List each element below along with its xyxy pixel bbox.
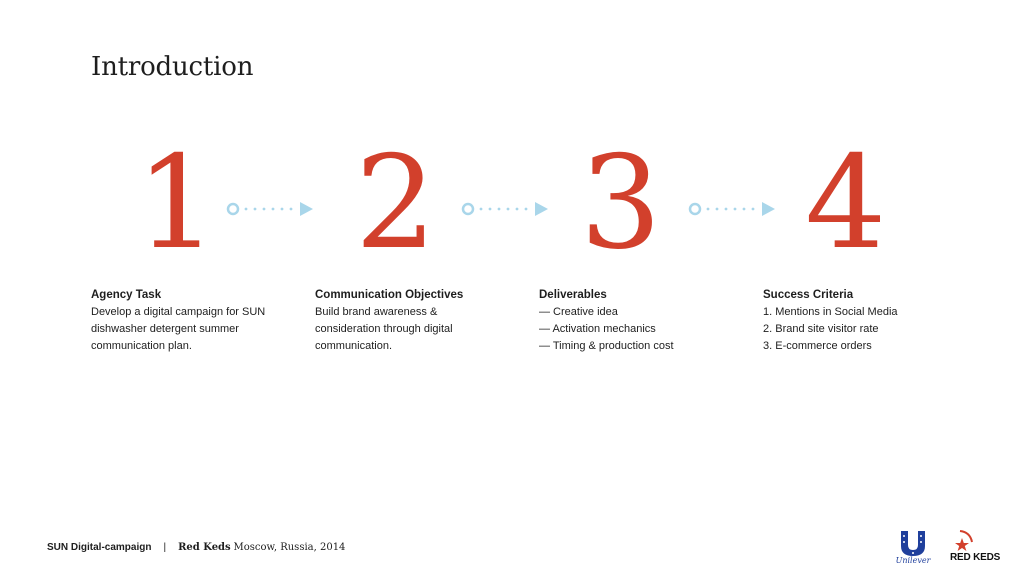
footer-separator: |	[163, 542, 167, 553]
dotted-arrow-icon	[224, 196, 314, 222]
footer-campaign: SUN Digital-campaign	[47, 542, 152, 553]
step-text-line: 1. Mentions in Social Media	[763, 306, 898, 318]
step-text-line: communication.	[315, 340, 393, 352]
dotted-arrow-icon	[459, 196, 549, 222]
step-heading: Deliverables	[539, 289, 607, 301]
step-text-line: — Timing & production cost	[539, 340, 674, 352]
step-text-line: consideration through digital	[315, 323, 453, 335]
step-block-communication-objectives	[315, 287, 515, 355]
step-text-line: — Creative idea	[539, 306, 618, 318]
step-text-line: Build brand awareness &	[315, 306, 438, 318]
step-text-line: 2. Brand site visitor rate	[763, 323, 879, 335]
step-block-agency-task	[91, 287, 291, 355]
step-block-success-criteria	[763, 287, 963, 355]
step-number-4: 4	[805, 129, 887, 278]
step-heading: Communication Objectives	[315, 289, 464, 301]
step-heading: Success Criteria	[763, 289, 854, 301]
step-text-line: dishwasher detergent summer	[91, 323, 239, 335]
footer	[47, 542, 345, 553]
step-text-line: — Activation mechanics	[539, 323, 656, 335]
unilever-wordmark: Unilever	[895, 556, 931, 565]
footer-location: Moscow, Russia, 2014	[233, 542, 346, 553]
step-text-line: 3. E-commerce orders	[763, 340, 872, 352]
step-text-line: Develop a digital campaign for SUN	[91, 306, 266, 318]
step-number-2: 2	[355, 129, 437, 278]
step-heading: Agency Task	[91, 289, 162, 301]
dotted-arrow-icon	[686, 196, 776, 222]
step-text-line: communication plan.	[91, 340, 192, 352]
footer-agency: Red Keds	[178, 542, 231, 553]
step-number-1: 1	[136, 129, 218, 278]
step-block-deliverables	[539, 287, 739, 355]
page-title: Introduction	[91, 52, 254, 82]
red-keds-wordmark: RED KEDS	[950, 552, 1001, 563]
step-number-3: 3	[580, 129, 662, 278]
